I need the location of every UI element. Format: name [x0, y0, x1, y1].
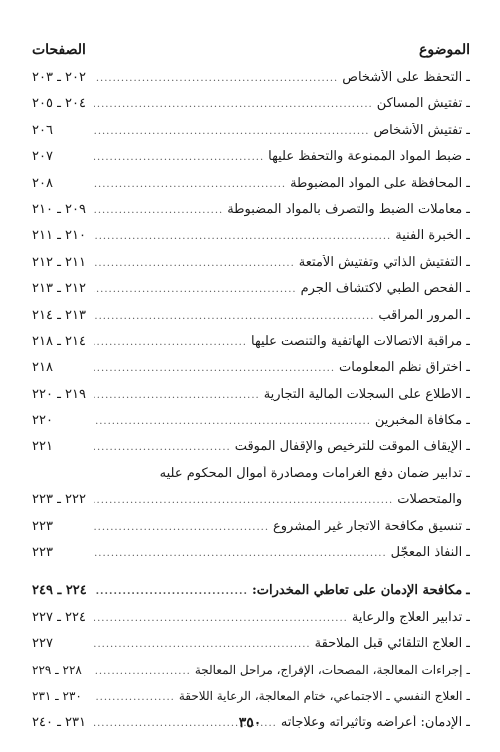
toc-entry: ـ معاملات الضبط والتصرف بالمواد المضبوطة ..... ٢٠٩ ـ ٢١٠ — [32, 202, 470, 228]
toc-entry: ـ النفاذ المعجّل ..... ٢٢٣ — [32, 545, 470, 571]
toc-entry: ـ الخبرة الفنية ..... ٢١٠ ـ ٢١١ — [32, 228, 470, 254]
toc-entry: ـ تدابير العلاج والرعاية ..... ٢٢٤ ـ ٢٢٧ — [32, 610, 470, 636]
entry-title: تفتيش الأشخاص — [373, 122, 463, 138]
entry-title: تدابير ضمان دفع الغرامات ومصادرة أموال المحكوم عليه — [159, 465, 463, 481]
toc-entry: ـ المحافظة على المواد المضبوطة ..... ٢٠٨ — [32, 176, 470, 202]
entry-pages: ٢٢١ — [32, 439, 53, 455]
entry-pages: ٢١١ ـ ٢١٢ — [32, 254, 86, 270]
pages-column-label: الصفحات — [32, 42, 86, 58]
toc-entry: ـ العلاج النفسي ـ الاجتماعي، ختام المعالجة، الرعاية اللاحقة ..... ٢٣٠ ـ ٢٣١ — [32, 689, 470, 715]
toc-entry: ـ الفحص الطبي لاكتشاف الجرم ..... ٢١٢ ـ ٢١٣ — [32, 281, 470, 307]
entry-pages: ٢٠٨ — [32, 175, 53, 191]
entry-pages: ٢١٩ ـ ٢٢٠ — [32, 386, 86, 402]
toc-entry: ـ تدابير ضمان دفع الغرامات ومصادرة أموال المحكوم عليه — [159, 465, 470, 481]
topic-column-label: الموضوع — [419, 42, 470, 58]
entry-pages: ٢٢٢ ـ ٢٢٣ — [32, 492, 86, 508]
toc-entry: ـ العلاج التلقائي قبل الملاحقة ..... ٢٢٧ — [32, 636, 470, 662]
entry-pages: ٢٠٧ — [32, 149, 53, 165]
toc-entry: ـ تفتيش المساكن ..... ٢٠٤ ـ ٢٠٥ — [32, 96, 470, 122]
toc-entry: ـ تنسيق مكافحة الاتجار غير المشروع ..... ٢٢٣ — [32, 519, 470, 545]
toc-entry: ـ تفتيش الأشخاص ..... ٢٠٦ — [32, 123, 470, 149]
entry-title: الخبرة الفنية — [395, 228, 463, 244]
entry-pages: ٢٣١ ـ ٢٤٠ — [32, 715, 86, 731]
entry-pages: ٢٠٢ ـ ٢٠٣ — [32, 70, 86, 85]
entry-title: معاملات الضبط والتصرف بالمواد المضبوطة — [227, 201, 463, 217]
entry-pages: ٢٠٩ ـ ٢١٠ — [32, 201, 86, 217]
page-number: ٣٥٠ — [238, 715, 262, 731]
entry-pages: ٢٢٨ ـ ٢٢٩ — [32, 662, 82, 677]
entry-pages: ٢٢٧ — [32, 636, 53, 652]
entry-pages: ٢١٤ ـ ٢١٨ — [32, 333, 86, 349]
entry-title: التفتيش الذاتي وتفتيش الأمتعة — [298, 254, 463, 270]
entry-title: الإيقاف الموقت للترخيص والإقفال الموقت — [234, 439, 463, 455]
entry-pages: ٢٠٤ ـ ٢٠٥ — [32, 96, 86, 112]
toc-entry: ـ التحفظ على الأشخاص ..... ٢٠٢ ـ ٢٠٣ — [32, 70, 470, 96]
entry-title: والمتحصلات — [397, 492, 463, 508]
entry-title: تدابير العلاج والرعاية — [351, 609, 463, 625]
entry-title: الإدمان: أعراضه وتأثيراته وعلاجاته — [280, 715, 463, 731]
entry-title: تنسيق مكافحة الاتجار غير المشروع — [273, 518, 463, 534]
entry-title: المرور المراقب — [378, 307, 463, 323]
entry-title: ضبط المواد الممنوعة والتحفظ عليها — [268, 149, 463, 165]
entry-title: العلاج النفسي ـ الاجتماعي، ختام المعالجة، الرعاية اللاحقة — [178, 688, 463, 703]
toc-entry: ـ مراقبة الاتصالات الهاتفية والتنصت عليها ..... ٢١٤ ـ ٢١٨ — [32, 334, 470, 360]
toc-section-heading: ـ مكافحة الإدمان على تعاطي المخدرات: ..... ٢٢٤ ـ ٢٤٩ — [32, 583, 470, 609]
toc-entry: ـ المرور المراقب ..... ٢١٣ ـ ٢١٤ — [32, 308, 470, 334]
entry-title: الاطلاع على السجلات المالية التجارية — [263, 386, 463, 402]
entry-title: اختراق نظم المعلومات — [339, 360, 463, 376]
toc-entry: ـ مكافأة المخبرين ..... ٢٢٠ — [32, 413, 470, 439]
entry-pages: ٢٣٠ ـ ٢٣١ — [32, 688, 82, 703]
entry-title: الفحص الطبي لاكتشاف الجرم — [300, 281, 463, 297]
entry-pages: ٢١٢ ـ ٢١٣ — [32, 281, 86, 297]
toc-header — [32, 38, 470, 62]
toc-entry: ـ الاطلاع على السجلات المالية التجارية ..... ٢١٩ ـ ٢٢٠ — [32, 387, 470, 413]
toc-entry: ـ ضبط المواد الممنوعة والتحفظ عليها ..... ٢٠٧ — [32, 149, 470, 175]
entry-title: مراقبة الاتصالات الهاتفية والتنصت عليها — [250, 333, 463, 349]
entry-title: العلاج التلقائي قبل الملاحقة — [314, 636, 463, 652]
toc-entry: ـ اختراق نظم المعلومات ..... ٢١٨ — [32, 360, 470, 386]
entry-title: مكافأة المخبرين — [374, 413, 463, 429]
entry-title: المحافظة على المواد المضبوطة — [290, 175, 463, 191]
entry-pages: ٢٢٤ ـ ٢٢٧ — [32, 609, 86, 625]
entry-title: النفاذ المعجّل — [390, 545, 463, 561]
toc-entry: ـ التفتيش الذاتي وتفتيش الأمتعة ..... ٢١١ ـ ٢١٢ — [32, 255, 470, 281]
toc-entry-continuation — [32, 492, 470, 518]
entry-title: التحفظ على الأشخاص — [342, 70, 463, 85]
entry-pages: ٢٢٠ — [32, 413, 53, 429]
toc-entry: ـ الإيقاف الموقت للترخيص والإقفال الموقت ..... ٢٢١ — [32, 439, 470, 465]
entry-pages: ٢١٣ ـ ٢١٤ — [32, 307, 86, 323]
entry-title: إجراءات المعالجة، المصحات، الإفراج، مراحل المعالجة — [194, 662, 463, 677]
entry-title: مكافحة الإدمان على تعاطي المخدرات: — [251, 583, 463, 599]
toc-entry: ـ الإدمان: أعراضه وتأثيراته وعلاجاته ..... ٢٣١ ـ ٢٤٠ — [32, 715, 470, 741]
entry-title: تفتيش المساكن — [376, 96, 463, 112]
entry-pages: ٢٠٦ — [32, 122, 53, 138]
table-of-contents — [32, 70, 470, 742]
entry-pages: ٢٢٣ — [32, 545, 53, 561]
toc-entry: ـ إجراءات المعالجة، المصحات، الإفراج، مراحل المعالجة ..... ٢٢٨ ـ ٢٢٩ — [32, 663, 470, 689]
entry-pages: ٢١٠ ـ ٢١١ — [32, 228, 86, 244]
entry-pages: ٢٢٤ ـ ٢٤٩ — [32, 583, 87, 599]
entry-pages: ٢٢٣ — [32, 518, 53, 534]
entry-pages: ٢١٨ — [32, 360, 53, 376]
